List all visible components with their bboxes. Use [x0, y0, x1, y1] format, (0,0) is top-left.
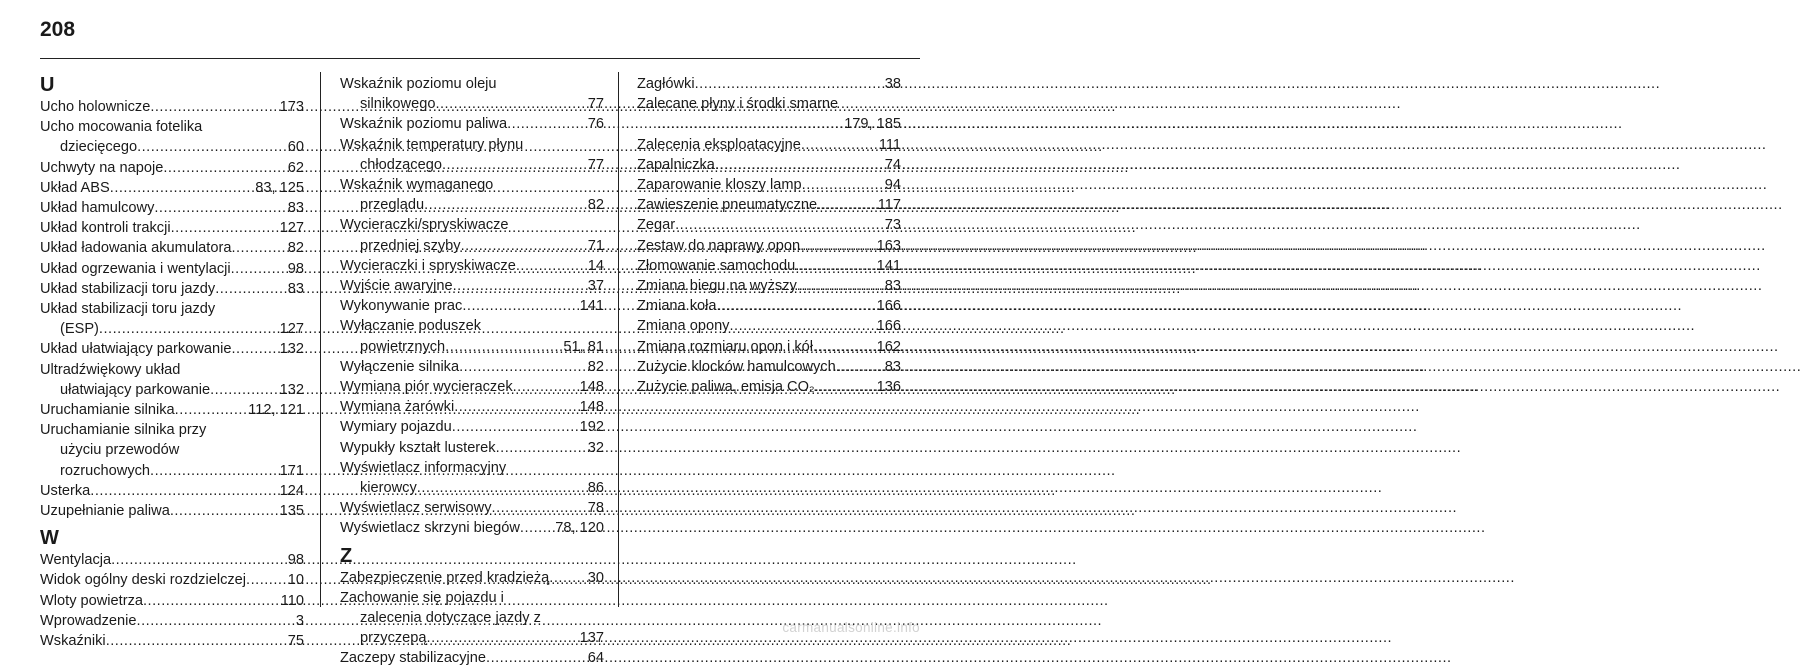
dot-leader — [797, 276, 883, 296]
entry-text: Wymiana żarówki — [340, 399, 455, 416]
entry-text: Zmiana rozmiaru opon i kół — [637, 338, 814, 355]
index-entry — [637, 377, 901, 397]
entry-text: Uruchamianie silnika — [40, 402, 175, 419]
index-entry — [340, 175, 604, 215]
dot-leader — [800, 236, 875, 256]
entry-text: Zalecenia eksploatacyjne — [637, 136, 801, 153]
entry-text: Ucho holownicze — [40, 99, 151, 115]
dot-leader — [715, 155, 883, 175]
dot-leader — [111, 550, 286, 570]
entry-text: Układ ładowania akumulatora — [40, 240, 232, 257]
index-entry — [40, 238, 304, 258]
dot-leader — [496, 438, 586, 458]
dot-leader — [454, 397, 577, 417]
watermark: carmanualsonline.info — [782, 620, 920, 635]
index-entry — [40, 420, 304, 481]
index-entry — [637, 215, 901, 235]
index-entry — [637, 195, 901, 215]
index-entry — [340, 114, 604, 134]
index-entry — [637, 316, 901, 336]
page-reference: 82 — [587, 358, 604, 375]
entry-text: przeglądu — [360, 197, 425, 214]
index-entry — [340, 518, 604, 538]
entry-text: Układ hamulcowy — [40, 200, 155, 217]
page-reference: 111 — [878, 136, 901, 153]
page-reference: 166 — [876, 318, 901, 335]
entry-text: (ESP) — [60, 321, 99, 338]
index-entry — [340, 296, 604, 316]
entry-text: Wskaźnik wymaganego — [340, 177, 494, 194]
index-entry — [340, 215, 604, 255]
dot-leader — [492, 498, 586, 518]
index-entry — [340, 417, 604, 437]
dot-leader — [171, 218, 278, 238]
index-entry — [40, 339, 304, 359]
index-entry — [340, 568, 604, 588]
entry-text: Zmiana biegu na wyższy — [637, 278, 797, 295]
entry-text: Wprowadzenie — [40, 612, 137, 629]
index-entry — [637, 236, 901, 256]
entry-text: Wyłączenie silnika — [340, 358, 460, 375]
page-reference: 141 — [579, 298, 604, 315]
page-reference: 83 — [287, 200, 304, 217]
entry-text: Wymiary pojazdu — [340, 419, 452, 436]
entry-text: Ultradźwiękowy układ — [40, 361, 181, 378]
column-divider — [618, 72, 619, 607]
entry-text: Wskaźnik poziomu paliwa — [340, 116, 508, 133]
dot-leader — [695, 74, 883, 94]
page-reference: 76 — [587, 116, 604, 133]
index-entry — [40, 591, 304, 611]
page-reference: 37 — [587, 278, 604, 295]
page-reference: 148 — [579, 399, 604, 416]
page-reference: 32 — [587, 439, 604, 456]
dot-leader — [175, 400, 247, 420]
entry-text: Uruchamianie silnika przy — [40, 422, 207, 439]
page-reference: 166 — [876, 298, 901, 315]
page-reference: 112, 121 — [248, 402, 304, 419]
dot-leader — [154, 198, 285, 218]
index-entry — [340, 377, 604, 397]
section-letter: Z — [340, 544, 353, 567]
entry-text: Zaparowanie kloszy lamp — [637, 177, 802, 194]
entry-text: Zagłówki — [637, 76, 695, 92]
page-reference: 110 — [280, 592, 304, 609]
entry-text: rozruchowych — [60, 462, 151, 479]
dot-leader — [445, 337, 561, 357]
entry-text: chłodzącego — [360, 156, 442, 173]
index-entry — [637, 357, 901, 377]
dot-leader — [215, 279, 286, 299]
index-entry — [40, 178, 304, 198]
dot-leader — [815, 377, 875, 397]
dot-leader — [817, 195, 876, 215]
entry-text: dziecięcego — [60, 139, 138, 156]
page-reference: 171 — [279, 462, 304, 479]
page-reference: 51, 81 — [563, 338, 604, 355]
dot-leader — [143, 591, 279, 611]
page-reference: 163 — [876, 237, 901, 254]
page-reference: 83 — [884, 358, 901, 375]
page-reference: 179, 185 — [844, 116, 901, 133]
entry-text: Układ stabilizacji toru jazdy — [40, 280, 216, 297]
header-rule — [40, 58, 920, 59]
dot-leader — [513, 377, 578, 397]
entry-text: Zużycie paliwa, emisja CO₂ — [637, 379, 815, 396]
entry-text: Układ ułatwiający parkowanie — [40, 341, 232, 358]
entry-text: Wycieraczki/spryskiwacze — [340, 217, 509, 234]
entry-text: Wycieraczki i spryskiwacze — [340, 257, 516, 274]
entry-text: przyczepą — [360, 630, 427, 647]
index-entry — [340, 276, 604, 296]
entry-text: Ucho mocowania fotelika — [40, 119, 203, 136]
dot-leader — [801, 135, 877, 155]
dot-leader — [163, 158, 285, 178]
index-entry — [40, 218, 304, 238]
page-reference: 173 — [279, 99, 304, 115]
index-entry — [40, 198, 304, 218]
index-entry — [40, 611, 304, 631]
entry-text: Wskaźnik poziomu oleju — [340, 76, 497, 92]
page-reference: 38 — [884, 76, 901, 92]
index-column-1 — [40, 74, 304, 651]
entry-text: Zmiana koła — [637, 298, 717, 315]
index-entry — [637, 296, 901, 316]
dot-leader — [675, 215, 883, 235]
index-column-2 — [340, 74, 604, 669]
dot-leader — [170, 501, 278, 521]
index-entry — [637, 155, 901, 175]
page-reference: 77 — [587, 156, 604, 173]
dot-leader — [137, 137, 286, 157]
dot-leader — [110, 178, 254, 198]
page-reference: 77 — [587, 96, 604, 113]
index-entry — [40, 570, 304, 590]
entry-text: kierowcy — [360, 480, 417, 497]
index-entry — [637, 175, 901, 195]
index-entry — [637, 256, 901, 276]
dot-leader — [813, 337, 875, 357]
page-reference: 127 — [279, 220, 304, 237]
entry-text: Zegar — [637, 217, 676, 234]
entry-text: Wyjście awaryjne — [340, 278, 453, 295]
page-reference: 136 — [876, 379, 901, 396]
section-letter: U — [40, 74, 55, 96]
entry-text: Zachowanie się pojazdu i — [340, 589, 504, 606]
dot-leader — [459, 357, 586, 377]
page-reference: 73 — [884, 217, 901, 234]
index-entry — [637, 135, 901, 155]
entry-text: Usterka — [40, 482, 91, 499]
dot-leader — [795, 256, 874, 276]
entry-text: Wskaźniki — [40, 633, 106, 650]
entry-text: silnikowego — [360, 96, 436, 113]
entry-text: Wloty powietrza — [40, 592, 143, 609]
index-entry — [40, 117, 304, 157]
index-entry — [40, 501, 304, 521]
page-reference: 62 — [287, 159, 304, 176]
entry-text: Wyłączanie poduszek — [340, 318, 482, 335]
entry-text: Układ kontroli trakcji — [40, 220, 171, 237]
index-entry — [40, 158, 304, 178]
dot-leader — [106, 631, 286, 651]
page-reference: 137 — [579, 630, 604, 647]
index-entry — [340, 357, 604, 377]
index-entry — [340, 135, 604, 175]
index-entry — [40, 259, 304, 279]
index-column-3 — [637, 74, 901, 397]
index-entry — [637, 74, 901, 94]
dot-leader — [427, 628, 578, 648]
entry-text: powietrznych — [360, 338, 446, 355]
entry-text: zalecenia dotyczące jazdy z — [360, 610, 541, 627]
section-letter: W — [40, 527, 59, 550]
page-reference: 75 — [287, 633, 304, 650]
entry-text: Uchwyty na napoje — [40, 159, 164, 176]
entry-text: Zabezpieczenie przed kradzieżą — [340, 569, 550, 586]
entry-text: Uzupełnianie paliwa — [40, 503, 170, 520]
page-reference: 98 — [287, 552, 304, 569]
page-reference: 64 — [587, 650, 604, 667]
entry-text: Zmiana opony — [637, 318, 730, 335]
entry-text: Widok ogólny deski rozdzielczej — [40, 572, 247, 589]
index-entry — [40, 481, 304, 501]
entry-text: Złomowanie samochodu — [637, 257, 796, 274]
dot-leader — [461, 236, 586, 256]
entry-text: Wykonywanie prac — [340, 298, 463, 315]
dot-leader — [516, 256, 586, 276]
dot-leader — [150, 97, 277, 117]
dot-leader — [99, 319, 278, 339]
index-entry — [40, 299, 304, 339]
index-entry — [40, 279, 304, 299]
page-number: 208 — [40, 18, 76, 41]
entry-text: Wypukły kształt lusterek — [340, 439, 496, 456]
entry-text: Zawieszenie pneumatyczne — [637, 197, 818, 214]
entry-text: Zalecane płyny i środki smarne — [637, 96, 839, 113]
dot-leader — [137, 611, 294, 631]
page-reference: 78, 120 — [555, 520, 604, 537]
dot-leader — [442, 155, 586, 175]
entry-text: Wyświetlacz informacyjny — [340, 459, 507, 476]
entry-text: Wskaźnik temperatury płynu — [340, 136, 524, 153]
page-reference: 117 — [877, 197, 901, 214]
page-reference: 74 — [884, 156, 901, 173]
entry-text: Układ stabilizacji toru jazdy — [40, 301, 216, 318]
page-reference: 94 — [884, 177, 901, 194]
page-reference: 30 — [587, 569, 604, 586]
entry-text: ułatwiający parkowanie — [60, 381, 211, 398]
page-reference: 141 — [876, 257, 901, 274]
index-entry — [40, 360, 304, 400]
index-entry — [637, 337, 901, 357]
entry-text: Zużycie klocków hamulcowych — [637, 358, 836, 375]
index-entry — [40, 550, 304, 570]
index-entry — [340, 438, 604, 458]
index-entry — [340, 74, 604, 114]
dot-leader — [150, 461, 278, 481]
dot-leader — [729, 316, 874, 336]
page-reference: 3 — [295, 612, 304, 629]
entry-text: Zaczepy stabilizacyjne — [340, 650, 487, 667]
page-reference: 10 — [287, 572, 304, 589]
dot-leader — [462, 296, 577, 316]
dot-leader — [231, 339, 277, 359]
page-reference: 86 — [587, 480, 604, 497]
page-reference: 127 — [279, 321, 304, 338]
page-reference: 14 — [587, 257, 604, 274]
page-reference: 83 — [884, 278, 901, 295]
index-entry — [340, 256, 604, 276]
dot-leader — [836, 357, 883, 377]
dot-leader — [657, 114, 842, 134]
index-entry — [340, 458, 604, 498]
index-entry — [40, 400, 304, 420]
page-reference: 83 — [287, 280, 304, 297]
page-reference: 132 — [279, 381, 304, 398]
dot-leader — [90, 481, 277, 501]
dot-leader — [802, 175, 883, 195]
page-reference: 132 — [279, 341, 304, 358]
page-reference: 82 — [287, 240, 304, 257]
page-reference: 82 — [587, 197, 604, 214]
page-reference: 60 — [287, 139, 304, 156]
entry-text: przedniej szyby — [360, 237, 461, 254]
page-reference: 83, 125 — [255, 179, 304, 196]
entry-text: użyciu przewodów — [60, 442, 180, 459]
page-reference: 162 — [876, 338, 901, 355]
page-reference: 124 — [279, 482, 304, 499]
index-entry — [40, 631, 304, 651]
index-entry — [637, 94, 901, 134]
column-divider — [320, 72, 321, 607]
dot-leader — [452, 417, 578, 437]
dot-leader — [417, 478, 586, 498]
index-entry — [340, 316, 604, 356]
index-entry — [340, 397, 604, 417]
page-reference: 135 — [279, 503, 304, 520]
dot-leader — [435, 94, 585, 114]
dot-leader — [231, 259, 286, 279]
dot-leader — [246, 570, 286, 590]
page-reference: 148 — [579, 379, 604, 396]
index-entry — [340, 498, 604, 518]
dot-leader — [424, 195, 586, 215]
page-reference: 192 — [579, 419, 604, 436]
entry-text: Wyświetlacz skrzyni biegów — [340, 520, 520, 537]
index-entry — [637, 276, 901, 296]
entry-text: Wentylacja — [40, 552, 112, 569]
entry-text: Układ ogrzewania i wentylacji — [40, 260, 231, 277]
dot-leader — [717, 296, 875, 316]
dot-leader — [231, 238, 285, 258]
page-reference: 98 — [287, 260, 304, 277]
page-reference: 71 — [587, 237, 604, 254]
entry-text: Zapalniczka — [637, 156, 715, 173]
index-entry — [340, 588, 604, 649]
entry-text: Zestaw do naprawy opon — [637, 237, 801, 254]
dot-leader — [486, 648, 586, 668]
entry-text: Układ ABS — [40, 179, 110, 196]
dot-leader — [520, 518, 553, 538]
index-entry — [340, 648, 604, 668]
dot-leader — [507, 114, 586, 134]
entry-text: Wyświetlacz serwisowy — [340, 500, 492, 517]
entry-text: Wymiana piór wycieraczek — [340, 379, 513, 396]
index-entry — [40, 97, 304, 117]
dot-leader — [210, 380, 278, 400]
page-reference: 78 — [587, 500, 604, 517]
dot-leader — [549, 568, 585, 588]
dot-leader — [453, 276, 586, 296]
